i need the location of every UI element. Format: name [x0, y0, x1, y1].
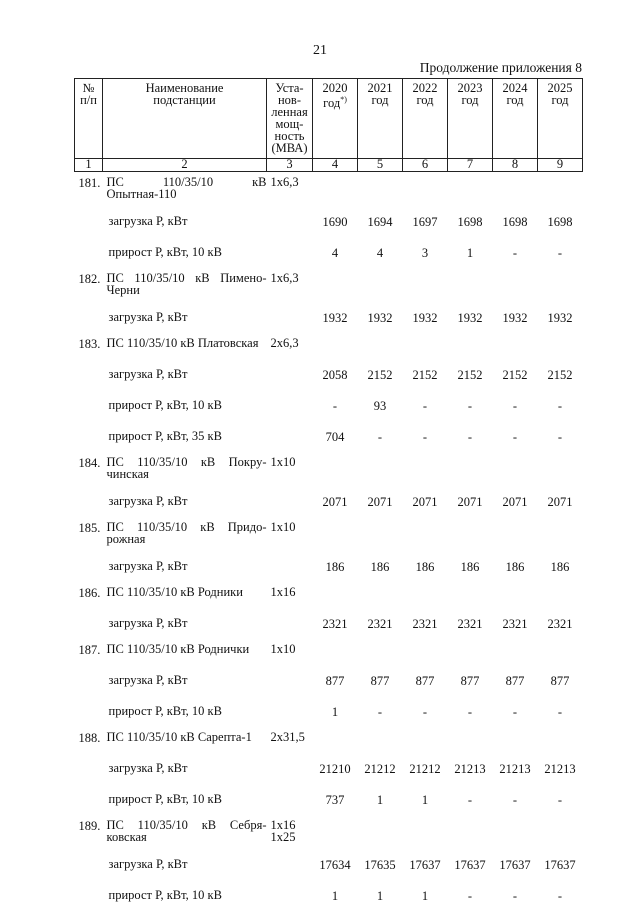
empty-cell: [267, 210, 313, 241]
year-value: 2321: [403, 612, 448, 643]
year-value: 877: [358, 669, 403, 700]
year-value: -: [538, 241, 583, 272]
year-value: 1694: [358, 210, 403, 241]
capacity-line: 2х6,3: [271, 337, 313, 349]
empty-cell: [448, 643, 493, 669]
year-value: -: [448, 394, 493, 425]
empty-cell: [538, 521, 583, 555]
empty-cell: [358, 456, 403, 490]
station-number: 182.: [75, 272, 103, 306]
header-col-capacity: Уста- нов- ленная мощ- ность (МВА): [267, 79, 313, 159]
station-number: 187.: [75, 643, 103, 669]
header-col-number: № п/п: [75, 79, 103, 159]
header-year-2025: 2025 год: [538, 79, 583, 159]
year-value: 1932: [403, 306, 448, 337]
year-value: 21212: [358, 757, 403, 788]
data-row: [75, 757, 583, 788]
year-value: -: [313, 394, 358, 425]
metric-label: прирост Р, кВт, 10 кВ: [103, 788, 267, 819]
data-row: [75, 363, 583, 394]
column-number-5: 5: [358, 159, 403, 172]
year-value: 1: [358, 884, 403, 915]
page-number: 21: [0, 43, 640, 59]
station-row: [75, 586, 583, 612]
metric-label: загрузка Р, кВт: [103, 757, 267, 788]
year-value: 21213: [493, 757, 538, 788]
station-row: [75, 819, 583, 853]
empty-cell: [493, 172, 538, 211]
station-number: 186.: [75, 586, 103, 612]
metric-label: загрузка Р, кВт: [103, 853, 267, 884]
station-row: [75, 172, 583, 211]
metric-label: загрузка Р, кВт: [103, 555, 267, 586]
empty-cell: [75, 788, 103, 819]
empty-cell: [75, 884, 103, 915]
empty-cell: [267, 757, 313, 788]
empty-cell: [448, 819, 493, 853]
data-row: [75, 241, 583, 272]
installed-capacity: [267, 819, 313, 853]
year-value: 21213: [448, 757, 493, 788]
metric-label: загрузка Р, кВт: [103, 306, 267, 337]
empty-cell: [75, 555, 103, 586]
year-value: 1: [403, 884, 448, 915]
empty-cell: [267, 788, 313, 819]
capacity-line: 1х10: [271, 643, 313, 655]
year-value: 2071: [358, 490, 403, 521]
empty-cell: [493, 521, 538, 555]
station-number: 188.: [75, 731, 103, 757]
empty-cell: [448, 337, 493, 363]
year-value: -: [403, 394, 448, 425]
empty-cell: [358, 272, 403, 306]
empty-cell: [448, 272, 493, 306]
empty-cell: [403, 731, 448, 757]
empty-cell: [75, 363, 103, 394]
year-value: 877: [493, 669, 538, 700]
station-name: ПС 110/35/10 кВ Роднички: [103, 643, 267, 669]
column-number-2: 2: [103, 159, 267, 172]
year-value: -: [538, 788, 583, 819]
year-value: 186: [493, 555, 538, 586]
year-value: -: [448, 700, 493, 731]
column-number-8: 8: [493, 159, 538, 172]
year-value: -: [493, 394, 538, 425]
empty-cell: [403, 337, 448, 363]
data-row: [75, 425, 583, 456]
capacity-line: 1х16: [271, 586, 313, 598]
year-value: 17637: [448, 853, 493, 884]
empty-cell: [75, 425, 103, 456]
empty-cell: [358, 586, 403, 612]
header-row: [75, 79, 583, 159]
empty-cell: [313, 272, 358, 306]
empty-cell: [313, 337, 358, 363]
column-number-3: 3: [267, 159, 313, 172]
data-row: [75, 210, 583, 241]
year-value: 4: [313, 241, 358, 272]
year-value: -: [493, 425, 538, 456]
year-value: 1932: [493, 306, 538, 337]
empty-cell: [313, 819, 358, 853]
year-value: 186: [403, 555, 448, 586]
year-value: 1932: [358, 306, 403, 337]
year-value: 21210: [313, 757, 358, 788]
data-row: [75, 490, 583, 521]
year-value: 17635: [358, 853, 403, 884]
empty-cell: [267, 490, 313, 521]
year-value: 2071: [493, 490, 538, 521]
empty-cell: [538, 819, 583, 853]
empty-cell: [493, 643, 538, 669]
table-body: [75, 172, 583, 915]
empty-cell: [75, 241, 103, 272]
data-row: [75, 884, 583, 915]
year-value: 1698: [448, 210, 493, 241]
capacity-line: 1х16: [271, 819, 313, 831]
empty-cell: [75, 700, 103, 731]
station-name: ПС 110/35/10 кВ Себря-ковская: [103, 819, 267, 853]
empty-cell: [75, 306, 103, 337]
empty-cell: [267, 425, 313, 456]
year-value: -: [403, 425, 448, 456]
empty-cell: [313, 521, 358, 555]
header-year-2024: 2024 год: [493, 79, 538, 159]
year-value: 877: [403, 669, 448, 700]
year-value: -: [538, 700, 583, 731]
header-col-name: Наименование подстанции: [103, 79, 267, 159]
empty-cell: [75, 612, 103, 643]
year-value: 2071: [403, 490, 448, 521]
year-value: -: [538, 425, 583, 456]
capacity-line: 1х25: [271, 831, 313, 843]
empty-cell: [313, 456, 358, 490]
empty-cell: [403, 819, 448, 853]
year-value: -: [358, 425, 403, 456]
year-value: 186: [313, 555, 358, 586]
column-number-row: [75, 159, 583, 172]
empty-cell: [448, 172, 493, 211]
year-value: 21213: [538, 757, 583, 788]
year-value: 2152: [403, 363, 448, 394]
station-name: ПС 110/35/10 кВ Пимено-Черни: [103, 272, 267, 306]
empty-cell: [267, 884, 313, 915]
year-value: 737: [313, 788, 358, 819]
capacity-line: 1х6,3: [271, 272, 313, 284]
empty-cell: [313, 643, 358, 669]
empty-cell: [358, 337, 403, 363]
year-value: 186: [358, 555, 403, 586]
year-value: 1: [448, 241, 493, 272]
empty-cell: [538, 172, 583, 211]
year-value: -: [493, 788, 538, 819]
metric-label: загрузка Р, кВт: [103, 210, 267, 241]
capacity-line: 2х31,5: [271, 731, 313, 743]
station-name: ПС 110/35/10 кВ Платовская: [103, 337, 267, 363]
empty-cell: [538, 643, 583, 669]
empty-cell: [493, 819, 538, 853]
empty-cell: [267, 669, 313, 700]
installed-capacity: [267, 586, 313, 612]
empty-cell: [75, 490, 103, 521]
year-value: 2321: [358, 612, 403, 643]
installed-capacity: [267, 456, 313, 490]
year-value: 2152: [493, 363, 538, 394]
empty-cell: [358, 521, 403, 555]
year-value: 2071: [313, 490, 358, 521]
station-row: [75, 337, 583, 363]
year-value: 704: [313, 425, 358, 456]
year-value: 2071: [538, 490, 583, 521]
empty-cell: [403, 456, 448, 490]
empty-cell: [448, 586, 493, 612]
year-value: 1698: [538, 210, 583, 241]
empty-cell: [403, 586, 448, 612]
empty-cell: [313, 586, 358, 612]
year-value: -: [493, 241, 538, 272]
year-value: 17637: [403, 853, 448, 884]
data-row: [75, 612, 583, 643]
data-row: [75, 788, 583, 819]
station-name: ПС 110/35/10 кВ Родники: [103, 586, 267, 612]
installed-capacity: [267, 337, 313, 363]
empty-cell: [358, 731, 403, 757]
station-number: 184.: [75, 456, 103, 490]
empty-cell: [75, 210, 103, 241]
data-row: [75, 700, 583, 731]
installed-capacity: [267, 521, 313, 555]
data-row: [75, 394, 583, 425]
data-row: [75, 555, 583, 586]
empty-cell: [493, 456, 538, 490]
metric-label: загрузка Р, кВт: [103, 669, 267, 700]
year-value: 186: [448, 555, 493, 586]
metric-label: прирост Р, кВт, 35 кВ: [103, 425, 267, 456]
year-value: 1697: [403, 210, 448, 241]
header-year-2021: 2021 год: [358, 79, 403, 159]
empty-cell: [358, 819, 403, 853]
installed-capacity: [267, 643, 313, 669]
year-value: 1690: [313, 210, 358, 241]
empty-cell: [493, 337, 538, 363]
year-value: 21212: [403, 757, 448, 788]
year-value: 2152: [358, 363, 403, 394]
empty-cell: [538, 456, 583, 490]
empty-cell: [448, 731, 493, 757]
station-row: [75, 731, 583, 757]
empty-cell: [267, 306, 313, 337]
empty-cell: [75, 669, 103, 700]
year-value: 17637: [538, 853, 583, 884]
empty-cell: [403, 172, 448, 211]
column-number-7: 7: [448, 159, 493, 172]
empty-cell: [493, 586, 538, 612]
empty-cell: [75, 394, 103, 425]
year-value: 877: [538, 669, 583, 700]
empty-cell: [538, 731, 583, 757]
empty-cell: [267, 363, 313, 394]
empty-cell: [267, 394, 313, 425]
year-value: -: [448, 788, 493, 819]
station-name: ПС 110/35/10 кВ Опытная-110: [103, 172, 267, 211]
empty-cell: [448, 456, 493, 490]
empty-cell: [267, 241, 313, 272]
empty-cell: [538, 272, 583, 306]
metric-label: прирост Р, кВт, 10 кВ: [103, 241, 267, 272]
year-value: -: [358, 700, 403, 731]
metric-label: прирост Р, кВт, 10 кВ: [103, 700, 267, 731]
empty-cell: [267, 612, 313, 643]
empty-cell: [358, 643, 403, 669]
station-number: 185.: [75, 521, 103, 555]
station-name: ПС 110/35/10 кВ Придо-рожная: [103, 521, 267, 555]
year-value: 1698: [493, 210, 538, 241]
year-value: 2321: [538, 612, 583, 643]
empty-cell: [267, 700, 313, 731]
installed-capacity: [267, 731, 313, 757]
empty-cell: [313, 731, 358, 757]
station-row: [75, 643, 583, 669]
header-year-2023: 2023 год: [448, 79, 493, 159]
empty-cell: [267, 555, 313, 586]
empty-cell: [313, 172, 358, 211]
year-value: 1932: [538, 306, 583, 337]
metric-label: прирост Р, кВт, 10 кВ: [103, 884, 267, 915]
year-value: 2058: [313, 363, 358, 394]
metric-label: загрузка Р, кВт: [103, 490, 267, 521]
year-value: 2321: [448, 612, 493, 643]
capacity-line: 1х10: [271, 521, 313, 533]
empty-cell: [538, 337, 583, 363]
empty-cell: [267, 853, 313, 884]
metric-label: загрузка Р, кВт: [103, 612, 267, 643]
empty-cell: [403, 643, 448, 669]
year-value: 1: [313, 700, 358, 731]
year-value: 1: [403, 788, 448, 819]
year-value: 4: [358, 241, 403, 272]
metric-label: прирост Р, кВт, 10 кВ: [103, 394, 267, 425]
year-value: -: [448, 425, 493, 456]
year-value: 1: [313, 884, 358, 915]
column-number-4: 4: [313, 159, 358, 172]
installed-capacity: [267, 172, 313, 211]
year-value: -: [493, 884, 538, 915]
capacity-line: 1х10: [271, 456, 313, 468]
year-value: -: [493, 700, 538, 731]
empty-cell: [403, 272, 448, 306]
metric-label: загрузка Р, кВт: [103, 363, 267, 394]
station-number: 181.: [75, 172, 103, 211]
year-value: 1932: [313, 306, 358, 337]
header-year-2022: 2022 год: [403, 79, 448, 159]
substation-load-table: [74, 78, 583, 915]
year-value: 877: [448, 669, 493, 700]
year-value: 186: [538, 555, 583, 586]
station-row: [75, 521, 583, 555]
data-row: [75, 853, 583, 884]
empty-cell: [75, 757, 103, 788]
year-value: 17637: [493, 853, 538, 884]
year-value: -: [538, 394, 583, 425]
station-name: ПС 110/35/10 кВ Покру-чинская: [103, 456, 267, 490]
header-year-2020: 2020 год*): [313, 79, 358, 159]
data-row: [75, 669, 583, 700]
column-number-9: 9: [538, 159, 583, 172]
year-value: 17634: [313, 853, 358, 884]
capacity-line: 1х6,3: [271, 176, 313, 188]
station-row: [75, 272, 583, 306]
column-number-6: 6: [403, 159, 448, 172]
year-value: 2152: [448, 363, 493, 394]
year-value: 2321: [493, 612, 538, 643]
empty-cell: [448, 521, 493, 555]
year-value: 2152: [538, 363, 583, 394]
empty-cell: [358, 172, 403, 211]
empty-cell: [75, 853, 103, 884]
year-value: 877: [313, 669, 358, 700]
empty-cell: [538, 586, 583, 612]
year-value: 2071: [448, 490, 493, 521]
year-value: -: [538, 884, 583, 915]
station-number: 183.: [75, 337, 103, 363]
data-row: [75, 306, 583, 337]
empty-cell: [493, 731, 538, 757]
installed-capacity: [267, 272, 313, 306]
year-value: -: [448, 884, 493, 915]
station-number: 189.: [75, 819, 103, 853]
year-value: -: [403, 700, 448, 731]
empty-cell: [403, 521, 448, 555]
column-number-1: 1: [75, 159, 103, 172]
station-row: [75, 456, 583, 490]
year-value: 3: [403, 241, 448, 272]
year-value: 1932: [448, 306, 493, 337]
year-value: 93: [358, 394, 403, 425]
continuation-label: Продолжение приложения 8: [420, 60, 582, 76]
year-value: 1: [358, 788, 403, 819]
empty-cell: [493, 272, 538, 306]
year-value: 2321: [313, 612, 358, 643]
station-name: ПС 110/35/10 кВ Сарепта-1: [103, 731, 267, 757]
